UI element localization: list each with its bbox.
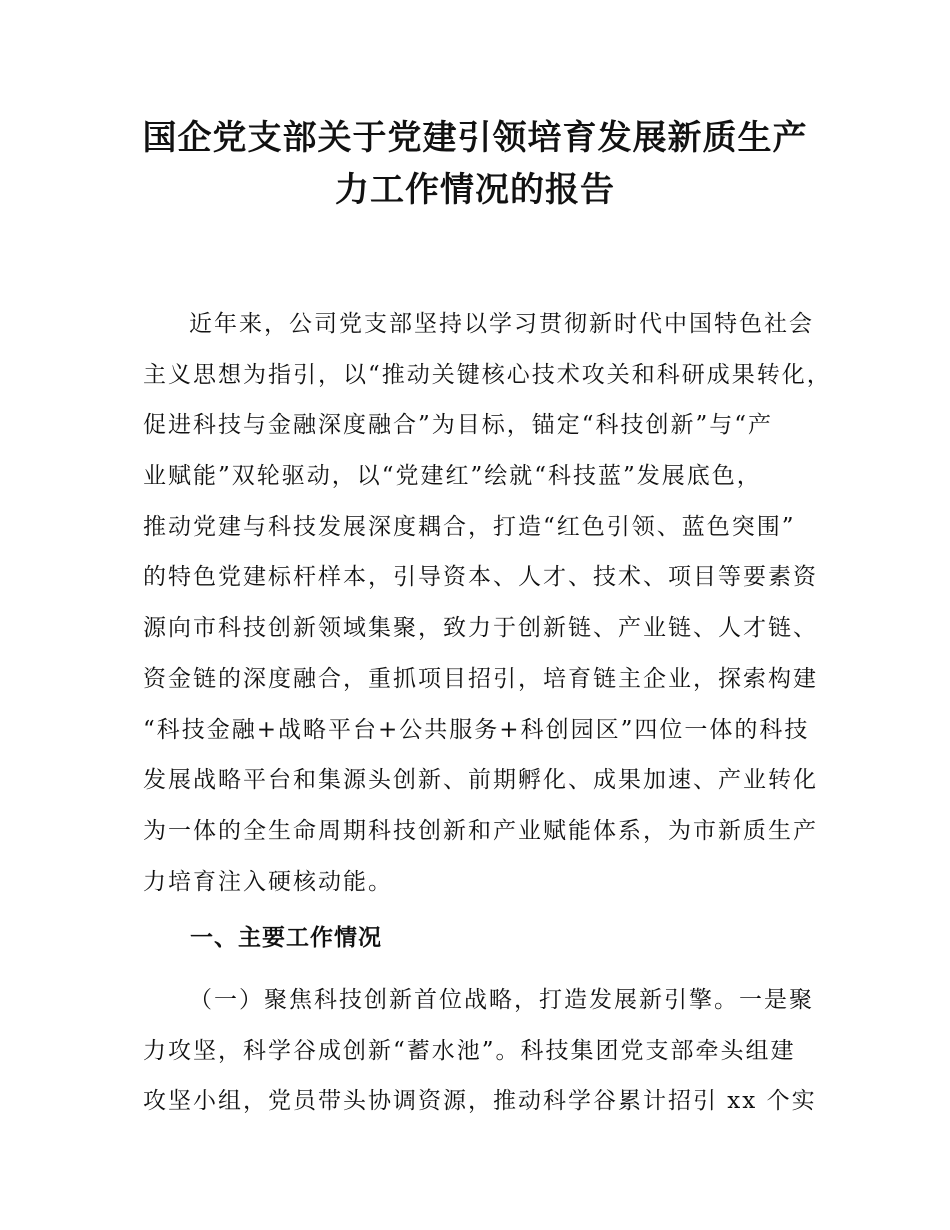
section-line: （一）聚焦科技创新首位战略，打造发展新引擎。一是聚 <box>189 987 814 1013</box>
intro-line: 源向市科技创新领域集聚，致力于创新链、产业链、人才链、 <box>143 615 818 642</box>
intro-line: 促进科技与金融深度融合”为目标，锚定“科技创新”与“产 <box>143 412 774 439</box>
section-line: 力攻坚，科学谷成创新“蓄水池”。科技集团党支部牵头组建 <box>143 1037 796 1064</box>
section-heading: 一、主要工作情况 <box>190 925 382 951</box>
intro-line: 发展战略平台和集源头创新、前期孵化、成果加速、产业转化 <box>143 767 818 794</box>
intro-line: 业赋能”双轮驱动，以“党建红”绘就“科技蓝”发展底色， <box>143 463 762 490</box>
intro-line: 推动党建与科技发展深度耦合，打造“红色引领、蓝色突围” <box>143 513 796 540</box>
title-line-2: 力工作情况的报告 <box>335 170 615 210</box>
title-line-1: 国企党支部关于党建引领培育发展新质生产 <box>142 118 808 158</box>
intro-line: “科技金融+战略平台+公共服务+科创园区”四位一体的科技 <box>143 716 810 743</box>
intro-line: 近年来，公司党支部坚持以学习贯彻新时代中国特色社会 <box>189 311 814 337</box>
intro-line: 力培育注入硬核动能。 <box>143 868 393 895</box>
intro-line: 资金链的深度融合，重抓项目招引，培育链主企业，探索构建 <box>143 665 818 692</box>
intro-paragraph <box>143 299 832 907</box>
intro-line: 为一体的全生命周期科技创新和产业赋能体系，为市新质生产 <box>143 817 818 844</box>
intro-line: 主义思想为指引，以“推动关键核心技术攻关和科研成果转化， <box>143 361 832 388</box>
section-paragraph <box>143 975 823 1127</box>
section-line: 攻坚小组，党员带头协调资源，推动科学谷累计招引 xx 个实 <box>143 1088 817 1115</box>
document-title <box>120 112 830 216</box>
intro-line: 的特色党建标杆样本，引导资本、人才、技术、项目等要素资 <box>143 564 818 591</box>
